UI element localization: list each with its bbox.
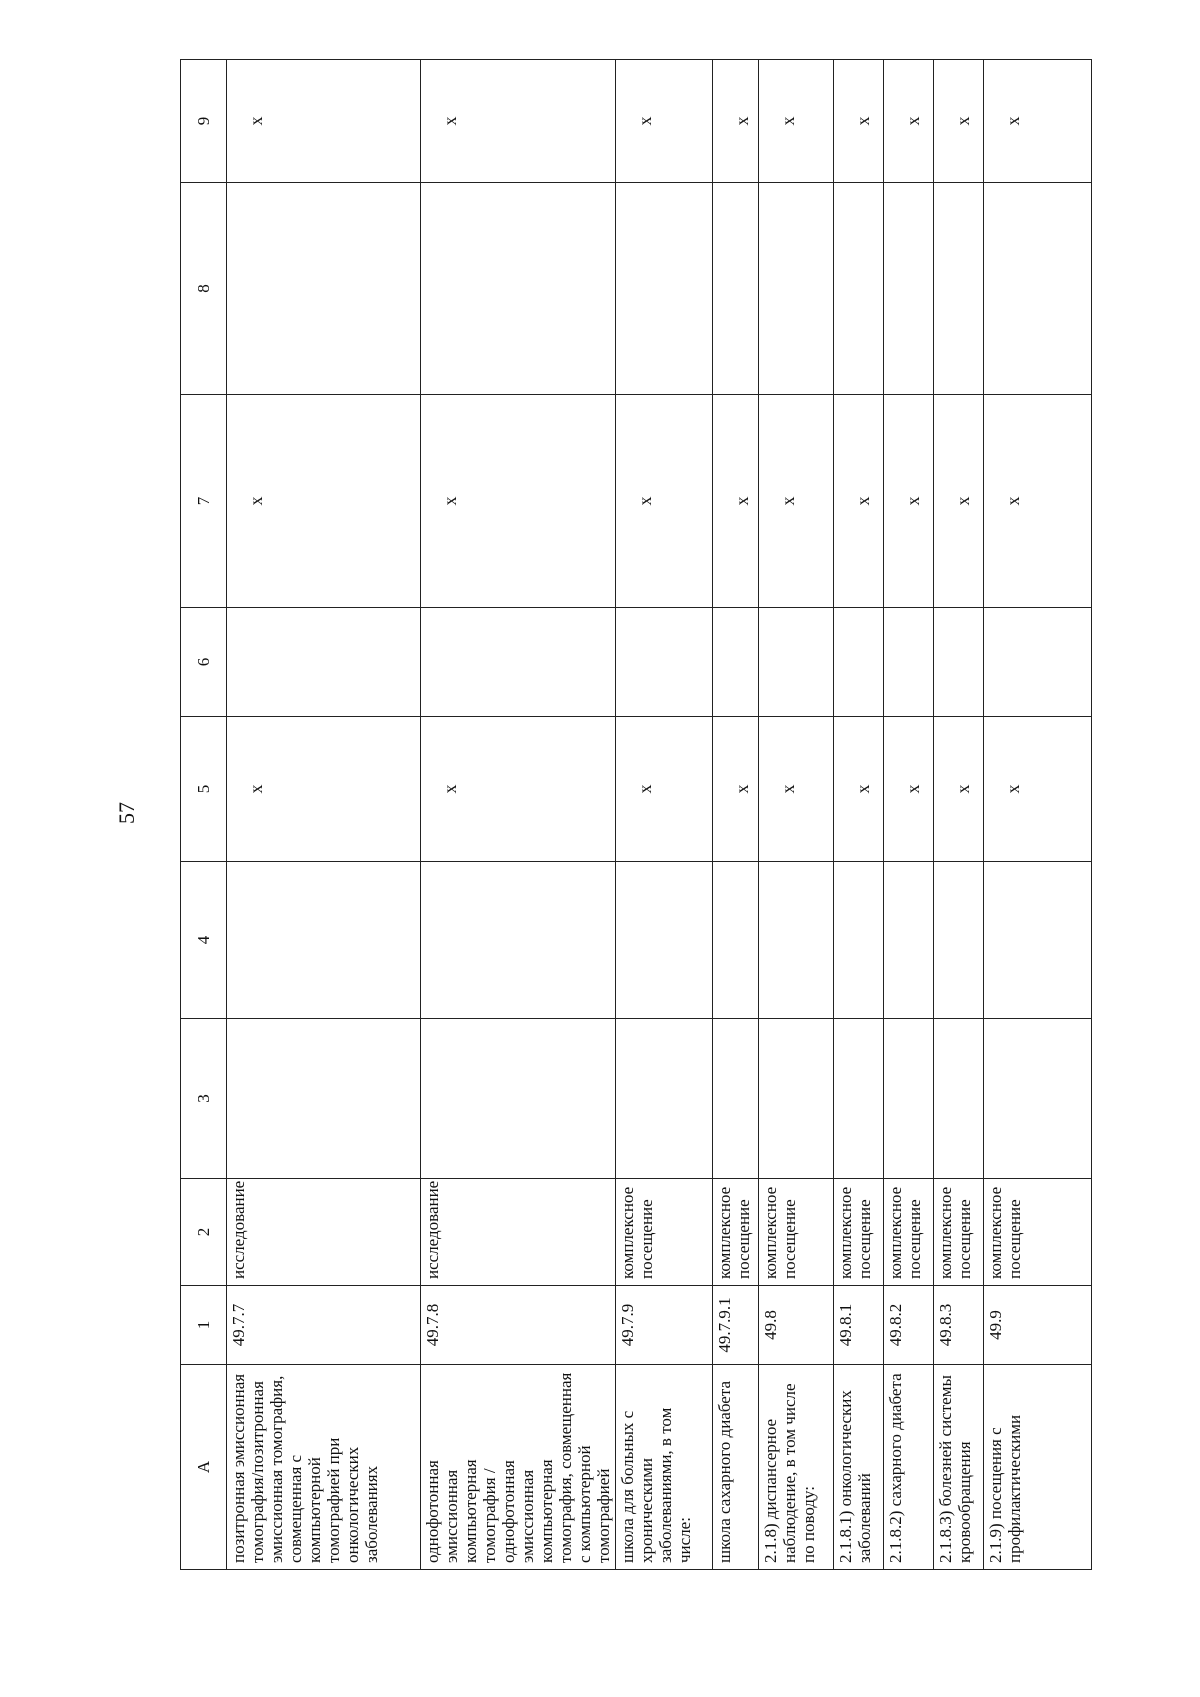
header-cell: 7 [181, 395, 227, 608]
cell-col4 [713, 862, 759, 1019]
cell-col7: х [884, 395, 934, 608]
cell-col3 [616, 1019, 713, 1179]
header-cell: 5 [181, 717, 227, 862]
cell-col8 [421, 183, 616, 395]
row-code: 49.7.9.1 [713, 1286, 759, 1365]
cell-col8 [934, 183, 984, 395]
row-name: школа для больных с хроническими заболеваниями, в том числе: [616, 1365, 713, 1570]
cell-col7: х [934, 395, 984, 608]
cell-col5: х [934, 717, 984, 862]
row-code: 49.7.8 [421, 1286, 616, 1365]
cell-col7: х [421, 395, 616, 608]
cell-col3 [421, 1019, 616, 1179]
cell-col9: х [984, 60, 1092, 183]
row-name: 2.1.8.2) сахарного диабета [884, 1365, 934, 1570]
header-cell: 3 [181, 1019, 227, 1179]
rotated-table-container [180, 60, 1080, 1570]
row-unit: комплексное посещение [616, 1179, 713, 1286]
cell-col5: х [834, 717, 884, 862]
cell-col4 [984, 862, 1092, 1019]
cell-col6 [984, 608, 1092, 717]
header-row [181, 60, 227, 1570]
row-unit: комплексное посещение [834, 1179, 884, 1286]
cell-col9: х [616, 60, 713, 183]
header-cell: А [181, 1365, 227, 1570]
row-code: 49.8.2 [884, 1286, 934, 1365]
row-code: 49.9 [984, 1286, 1092, 1365]
cell-col5: х [713, 717, 759, 862]
cell-col7: х [616, 395, 713, 608]
cell-col8 [616, 183, 713, 395]
cell-col6 [421, 608, 616, 717]
row-code: 49.8 [759, 1286, 834, 1365]
cell-col4 [616, 862, 713, 1019]
header-cell: 6 [181, 608, 227, 717]
row-code: 49.8.1 [834, 1286, 884, 1365]
cell-col8 [713, 183, 759, 395]
table-row [421, 60, 616, 1570]
table-row [759, 60, 834, 1570]
cell-col4 [934, 862, 984, 1019]
table-row [616, 60, 713, 1570]
row-code: 49.7.7 [227, 1286, 421, 1365]
cell-col5: х [616, 717, 713, 862]
cell-col6 [934, 608, 984, 717]
cell-col8 [984, 183, 1092, 395]
cell-col8 [884, 183, 934, 395]
cell-col7: х [227, 395, 421, 608]
row-unit: комплексное посещение [984, 1179, 1092, 1286]
page-number: 57 [114, 802, 139, 824]
cell-col7: х [834, 395, 884, 608]
cell-col5: х [884, 717, 934, 862]
row-name: 2.1.8) диспансерное наблюдение, в том числе по поводу: [759, 1365, 834, 1570]
cell-col3 [884, 1019, 934, 1179]
row-name: 2.1.9) посещения с профилактическими [984, 1365, 1092, 1570]
cell-col5: х [227, 717, 421, 862]
cell-col7: х [759, 395, 834, 608]
table-row [834, 60, 884, 1570]
row-code: 49.8.3 [934, 1286, 984, 1365]
cell-col9: х [713, 60, 759, 183]
row-code: 49.7.9 [616, 1286, 713, 1365]
header-cell: 2 [181, 1179, 227, 1286]
cell-col9: х [884, 60, 934, 183]
header-cell: 4 [181, 862, 227, 1019]
cell-col3 [227, 1019, 421, 1179]
cell-col4 [227, 862, 421, 1019]
cell-col5: х [421, 717, 616, 862]
row-name: 2.1.8.1) онкологических заболеваний [834, 1365, 884, 1570]
cell-col4 [759, 862, 834, 1019]
cell-col9: х [834, 60, 884, 183]
table-row [884, 60, 934, 1570]
cell-col3 [984, 1019, 1092, 1179]
cell-col8 [227, 183, 421, 395]
cell-col6 [884, 608, 934, 717]
cell-col5: х [759, 717, 834, 862]
header-cell: 1 [181, 1286, 227, 1365]
row-name: однофотонная эмиссионная компьютерная томография / однофотонная эмиссионная компьютерная томография, совмещенная с компьютерной томографией [421, 1365, 616, 1570]
cell-col6 [759, 608, 834, 717]
row-unit: комплексное посещение [884, 1179, 934, 1286]
cell-col6 [227, 608, 421, 717]
header-cell: 9 [181, 60, 227, 183]
table-row [984, 60, 1092, 1570]
cell-col4 [834, 862, 884, 1019]
table-row [713, 60, 759, 1570]
cell-col8 [759, 183, 834, 395]
cell-col3 [713, 1019, 759, 1179]
cell-col9: х [227, 60, 421, 183]
cell-col6 [713, 608, 759, 717]
cell-col6 [834, 608, 884, 717]
cell-col9: х [759, 60, 834, 183]
cell-col9: х [934, 60, 984, 183]
cell-col3 [759, 1019, 834, 1179]
cell-col7: х [713, 395, 759, 608]
cell-col6 [616, 608, 713, 717]
table-row [934, 60, 984, 1570]
cell-col4 [884, 862, 934, 1019]
row-unit: исследование [227, 1179, 421, 1286]
table-row [227, 60, 421, 1570]
row-unit: исследование [421, 1179, 616, 1286]
cell-col3 [934, 1019, 984, 1179]
cell-col5: х [984, 717, 1092, 862]
row-name: школа сахарного диабета [713, 1365, 759, 1570]
cell-col7: х [984, 395, 1092, 608]
cell-col4 [421, 862, 616, 1019]
row-name: позитронная эмиссионная томография/позитронная эмиссионная томография, совмещенная с компьютерной томографией при онкологических заболеваниях [227, 1365, 421, 1570]
cell-col9: х [421, 60, 616, 183]
row-unit: комплексное посещение [713, 1179, 759, 1286]
cell-col3 [834, 1019, 884, 1179]
row-unit: комплексное посещение [934, 1179, 984, 1286]
row-name: 2.1.8.3) болезней системы кровообращения [934, 1365, 984, 1570]
data-table [180, 59, 1092, 1570]
cell-col8 [834, 183, 884, 395]
header-cell: 8 [181, 183, 227, 395]
row-unit: комплексное посещение [759, 1179, 834, 1286]
